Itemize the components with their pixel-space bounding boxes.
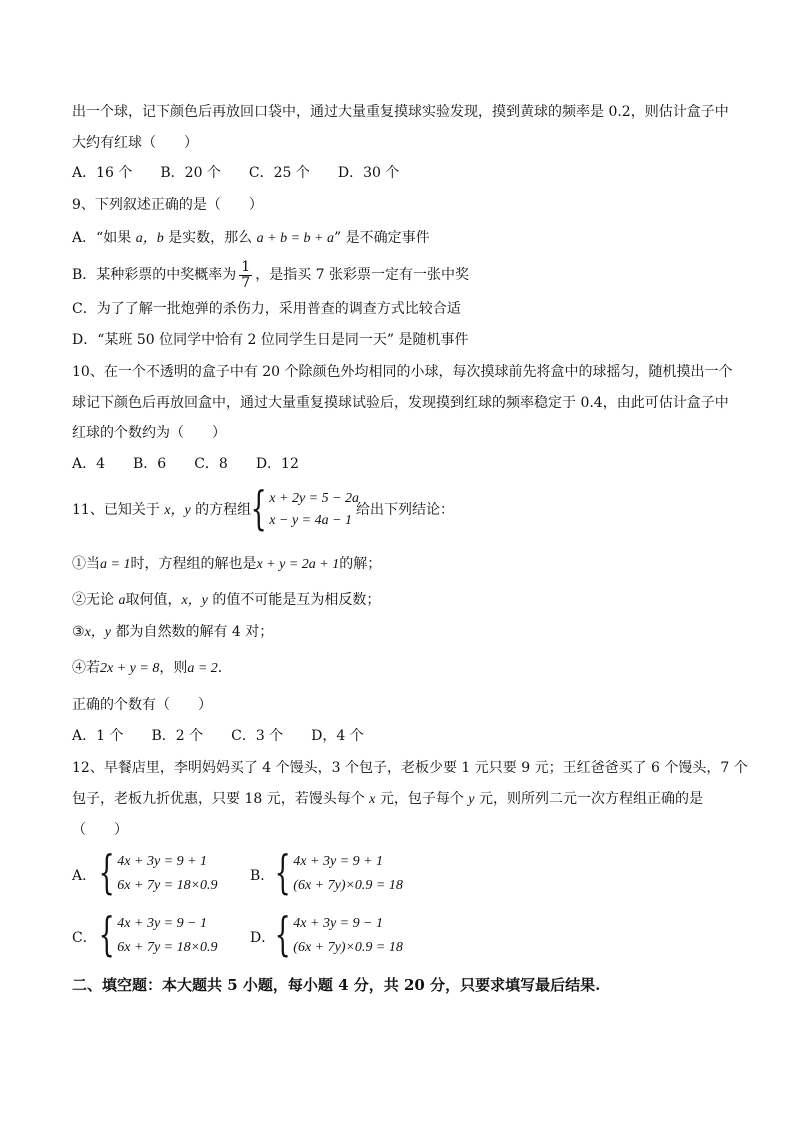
q11-equation-1: x + 2y = 5 − 2a <box>269 491 360 506</box>
q11-s2-vars: x，y <box>181 593 208 608</box>
q9-a-pre: A．“如果 <box>72 230 136 246</box>
q11-statement-1 <box>72 554 381 575</box>
q11-equation-system <box>244 481 360 535</box>
q9-stem: 9、下列叙述正确的是（ ） <box>72 197 263 213</box>
q12-option-a-system <box>92 845 218 899</box>
left-brace-icon: { <box>98 907 115 961</box>
left-brace-icon: { <box>98 845 115 899</box>
q11-statement-3 <box>72 622 273 643</box>
q9-b-denominator: 7 <box>241 274 251 291</box>
q9-a-mid: 是实数，那么 <box>163 230 257 246</box>
q12-line2-post: 元，则所列二元一次方程组正确的是 <box>474 791 703 807</box>
q11-s1-eq1: a = 1 <box>100 557 131 572</box>
section-heading: 二、填空题：本大题共 5 小题，每小题 4 分，共 20 分，只要求填写最后结果. <box>72 976 601 994</box>
q11-equation-2: x − y = 4a − 1 <box>269 513 353 528</box>
q11-s4-pre: ④若 <box>72 660 100 676</box>
q8-options: A．16 个 B．20 个 C．25 个 D．30 个 <box>72 165 400 181</box>
q12-c-eq2: 6x + 7y = 18×0.9 <box>117 940 218 955</box>
q12-line-1: 12、早餐店里，李明妈妈买了 4 个馒头，3 个包子，老板少要 1 元只要 9 元；王红爸爸买了 6 个馒头，7 个 <box>72 760 748 776</box>
q8-line-1: 出一个球，记下颜色后再放回口袋中，通过大量重复摸球实验发现，摸到黄球的频率是 0.2，则估计盒子中 <box>72 104 729 120</box>
q11-s1-pre: ①当 <box>72 556 100 572</box>
q12-d-eq2: (6x + 7y)×0.9 = 18 <box>293 940 403 955</box>
q12-var-y: y <box>468 792 475 807</box>
left-brace-icon: { <box>250 481 267 535</box>
q11-s2-mid: 取何值， <box>125 592 182 608</box>
q11-ask: 正确的个数有（ ） <box>72 697 212 713</box>
q11-s2-post: 的值不可能是互为相反数； <box>207 592 381 608</box>
q12-b-eq1: 4x + 3y = 9 + 1 <box>293 854 384 869</box>
q11-s4-eq1: 2x + y = 8 <box>100 661 160 676</box>
q9-b-fraction <box>239 260 252 291</box>
q11-s2-a: a <box>118 593 126 608</box>
q9-b-pre: B．某种彩票的中奖概率为 <box>72 267 237 283</box>
q11-stem-post: 给出下列结论： <box>356 502 454 518</box>
q12-var-x: x <box>369 792 376 807</box>
q9-b-post: ，是指买 7 张彩票一定有一张中奖 <box>255 267 470 283</box>
q11-s2-pre: ②无论 <box>72 592 119 608</box>
q12-line-3: （ ） <box>72 822 128 838</box>
q9-a-post: ” 是不确定事件 <box>333 230 430 246</box>
q10-line-1: 10、在一个不透明的盒子中有 20 个除颜色外均相同的小球，每次摸球前先将盒中的球摇匀，随机摸出一个 <box>72 364 733 380</box>
q11-s1-mid: 时，方程组的解也是 <box>130 556 257 572</box>
q11-s4-eq2: a = 2 <box>187 661 218 676</box>
q11-s1-eq2: x + y = 2a + 1 <box>256 557 340 572</box>
q11-statement-4 <box>72 658 232 679</box>
left-brace-icon: { <box>274 845 291 899</box>
q12-option-c-label: C． <box>72 930 97 946</box>
q12-line2-pre: 包子，老板九折优惠，只要 18 元，若馒头每个 <box>72 791 370 807</box>
q12-a-eq2: 6x + 7y = 18×0.9 <box>117 878 218 893</box>
q12-line2-mid: 元，包子每个 <box>375 791 469 807</box>
q11-s3-pre: ③ <box>72 624 85 640</box>
q12-option-c-system <box>92 907 218 961</box>
q9-b-numerator: 1 <box>241 258 251 275</box>
q12-a-eq1: 4x + 3y = 9 + 1 <box>117 854 208 869</box>
q10-line-2: 球记下颜色后再放回盒中，通过大量重复摸球试验后，发现摸到红球的频率稳定于 0.4，由此可估计盒子中 <box>72 395 729 411</box>
q12-option-d-label: D． <box>250 930 276 946</box>
q9-option-c: C．为了了解一批炮弹的杀伤力，采用普查的调查方式比较合适 <box>72 301 461 317</box>
q9-a-vars: a，b <box>135 231 164 246</box>
q9-option-a <box>72 228 430 249</box>
q12-option-d-system <box>268 907 403 961</box>
q11-s4-post: ． <box>217 660 232 676</box>
q11-vars: x，y <box>164 503 191 518</box>
q11-mid: 的方程组 <box>190 502 252 518</box>
q10-options: A．4 B．6 C．8 D．12 <box>72 456 299 472</box>
q9-option-d: D．“某班 50 位同学中恰有 2 位同学生日是同一天” 是随机事件 <box>72 332 469 348</box>
q11-stem-pre <box>72 500 251 521</box>
q12-line-2 <box>72 789 703 810</box>
q9-a-equation: a + b = b + a <box>256 231 334 246</box>
q11-pre: 11、已知关于 <box>72 502 165 518</box>
q8-line-2: 大约有红球（ ） <box>72 135 198 151</box>
q11-s3-post: 都为自然数的解有 4 对； <box>111 624 274 640</box>
left-brace-icon: { <box>274 907 291 961</box>
q12-c-eq1: 4x + 3y = 9 − 1 <box>117 916 208 931</box>
q11-statement-2 <box>72 590 380 611</box>
q11-s4-mid: ，则 <box>159 660 188 676</box>
q11-s3-vars: x，y <box>84 625 111 640</box>
q12-option-a-label: A． <box>72 868 97 884</box>
q9-option-b <box>72 258 469 292</box>
q12-option-b-label: B． <box>250 868 275 884</box>
q11-s1-post: 的解； <box>339 556 382 572</box>
q10-line-3: 红球的个数约为（ ） <box>72 425 226 441</box>
q11-options: A．1 个 B．2 个 C．3 个 D，4 个 <box>72 728 364 744</box>
q12-d-eq1: 4x + 3y = 9 − 1 <box>293 916 384 931</box>
q12-option-b-system <box>268 845 403 899</box>
q12-b-eq2: (6x + 7y)×0.9 = 18 <box>293 878 403 893</box>
